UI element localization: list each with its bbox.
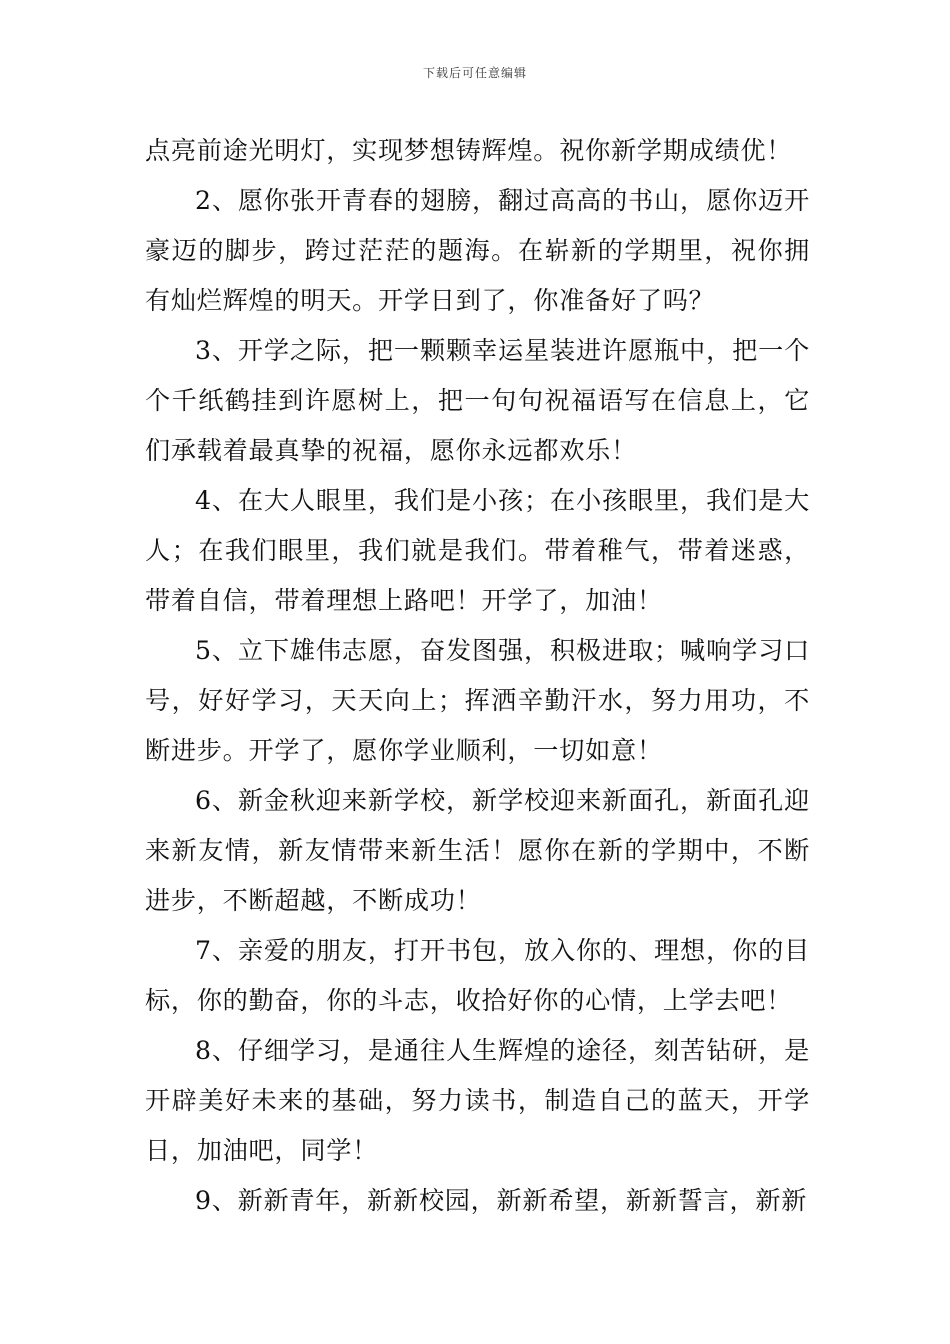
paragraph-5: 5、立下雄伟志愿，奋发图强，积极进取；喊响学习口号，好好学习，天天向上；挥洒辛勤汗水，努力用功，不断进步。开学了，愿你学业顺利，一切如意！ xyxy=(145,636,810,765)
paragraph-2: 2、愿你张开青春的翅膀，翻过高高的书山，愿你迈开豪迈的脚步，跨过茫茫的题海。在崭新的学期里，祝你拥有灿烂辉煌的明天。开学日到了，你准备好了吗？ xyxy=(145,186,810,315)
page-header: 下载后可任意编辑 xyxy=(422,66,527,80)
paragraph-8: 8、仔细学习，是通往人生辉煌的途径，刻苦钻研，是开辟美好未来的基础，努力读书，制造自己的蓝天，开学日，加油吧，同学！ xyxy=(145,1036,810,1165)
paragraph-continuation: 点亮前途光明灯，实现梦想铸辉煌。祝你新学期成绩优！ xyxy=(145,136,793,165)
paragraph-7: 7、亲爱的朋友，打开书包，放入你的、理想，你的目标，你的勤奋，你的斗志，收拾好你的心情，上学去吧！ xyxy=(145,936,810,1015)
paragraph-6: 6、新金秋迎来新学校，新学校迎来新面孔，新面孔迎来新友情，新友情带来新生活！愿你在新的学期中，不断进步，不断超越，不断成功！ xyxy=(145,786,810,915)
paragraph-4: 4、在大人眼里，我们是小孩；在小孩眼里，我们是大人；在我们眼里，我们就是我们。带着稚气，带着迷惑，带着自信，带着理想上路吧！开学了，加油！ xyxy=(145,486,810,615)
paragraph-3: 3、开学之际，把一颗颗幸运星装进许愿瓶中，把一个个千纸鹤挂到许愿树上，把一句句祝福语写在信息上，它们承载着最真挚的祝福，愿你永远都欢乐！ xyxy=(145,336,810,465)
document-body xyxy=(145,126,810,1226)
paragraph-9: 9、新新青年，新新校园，新新希望，新新誓言，新新 xyxy=(195,1186,808,1215)
